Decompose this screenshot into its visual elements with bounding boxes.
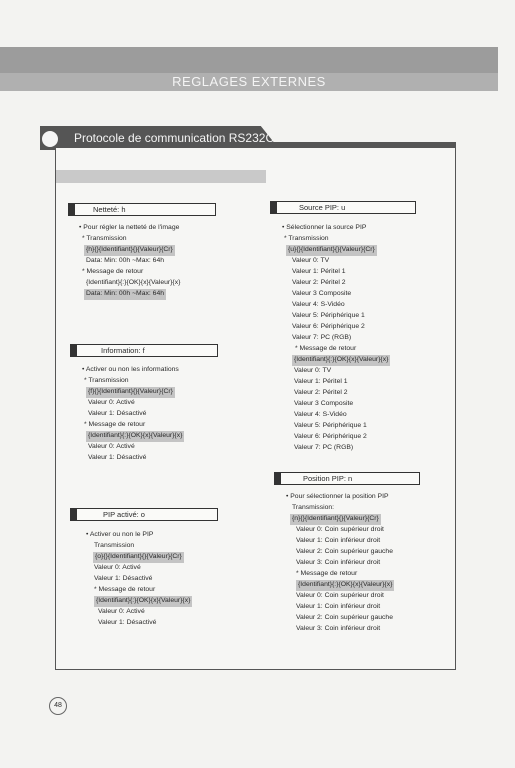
text-line: • Pour sélectionner la position PIP [286,493,389,500]
text-line: * Message de retour [296,570,358,577]
text-line: Valeur 2: Coin supérieur gauche [296,548,393,555]
text-line: Valeur 0: Activé [94,564,141,571]
text-line: Valeur 0: TV [292,257,330,264]
code-line: {Identifiant}{:}{OK}{x}{Valeur}{x} [86,431,184,442]
text-line: Valeur 6: Périphérique 2 [292,323,365,330]
block-title-nettete [68,203,216,216]
text-line: Valeur 0: Activé [88,443,135,450]
text-line: Valeur 2: Péritel 2 [292,279,346,286]
square-marker-icon [71,345,77,356]
code-line: {o}{}{Identifiant}{}{Valeur}{Cr} [93,552,184,563]
text-line: Data: Min: 00h ~Max: 64h [86,257,165,264]
code-line: {Identifiant}{:}{OK}{x}{Valeur}{x} [86,279,181,286]
block-title-label: Information: f [101,346,145,355]
block-title-source-pip [270,201,416,214]
header-band [0,47,498,73]
text-line: * Message de retour [84,421,146,428]
code-line: {u}{}{Identifiant}{}{Valeur}{Cr} [286,245,377,256]
page-number: 48 [49,697,67,715]
code-line: {Identifiant}{:}{OK}{x}{Valeur}{x} [292,355,390,366]
text-line: Valeur 3 Composite [292,290,352,297]
text-line: Valeur 1: Désactivé [98,619,157,626]
square-marker-icon [71,509,77,520]
code-line: {n}{}{Identifiant}{}{Valeur}{Cr} [290,514,381,525]
text-line: • Pour régler la netteté de l'image [79,224,180,231]
circle-icon [40,129,60,149]
text-line: Valeur 1: Péritel 1 [294,378,348,385]
text-line: Valeur 0: Coin supérieur droit [296,526,384,533]
text-line: Transmission: [292,504,335,511]
text-line: Valeur 1: Coin inférieur droit [296,603,381,610]
text-line: Valeur 2: Péritel 2 [294,389,348,396]
inner-band [56,170,266,183]
text-line: * Message de retour [94,586,156,593]
text-line: • Activer ou non le PIP [86,531,154,538]
block-title-label: Netteté: h [93,205,126,214]
text-line: Valeur 1: Désactivé [88,410,147,417]
text-line: * Transmission [284,235,329,242]
text-line: Valeur 1: Désactivé [94,575,153,582]
text-line: Valeur 1: Coin inférieur droit [296,537,381,544]
text-line: Valeur 0: Activé [88,399,135,406]
code-line: {Identifiant}{:}{OK}{x}{Valeur}{x} [296,580,394,591]
text-line: Valeur 4: S-Vidéo [294,411,347,418]
text-line: Valeur 3: Coin inférieur droit [296,625,381,632]
block-title-pip-active [70,508,218,521]
text-line: Valeur 7: PC (RGB) [292,334,352,341]
text-line: Valeur 4: S-Vidéo [292,301,345,308]
block-title-label: Position PIP: n [303,474,353,483]
text-line: * Message de retour [295,345,357,352]
text-line: Valeur 5: Périphérique 1 [294,422,367,429]
text-line: Valeur 3: Coin inférieur droit [296,559,381,566]
text-line: Valeur 1: Désactivé [88,454,147,461]
text-line: Valeur 7: PC (RGB) [294,444,354,451]
text-line: Data: Min: 00h ~Max: 64h [84,289,166,300]
text-line: * Transmission [82,235,127,242]
square-marker-icon [271,202,277,213]
text-line: Valeur 1: Péritel 1 [292,268,346,275]
code-line: {f}{}{Identifiant}{}{Valeur}{Cr} [86,387,175,398]
text-line: Valeur 0: Activé [98,608,145,615]
text-line: • Activer ou non les informations [82,366,179,373]
block-title-information [70,344,218,357]
text-line: Valeur 6: Périphérique 2 [294,433,367,440]
text-line: • Sélectionner la source PIP [282,224,367,231]
text-line: Valeur 5: Périphérique 1 [292,312,365,319]
block-title-label: PIP activé: o [103,510,145,519]
text-line: Transmission [94,542,135,549]
square-marker-icon [69,204,75,215]
text-line: Valeur 0: TV [294,367,332,374]
code-line: {h}{}{Identifiant}{}{Valeur}{Cr} [84,245,175,256]
text-line: * Transmission [84,377,129,384]
text-line: Valeur 0: Coin supérieur droit [296,592,384,599]
code-line: {Identifiant}{:}{OK}{x}{Valeur}{x} [94,596,192,607]
section-title: Protocole de communication RS232C [74,131,275,145]
page-title: REGLAGES EXTERNES [172,74,326,89]
block-title-position-pip [274,472,420,485]
text-line: * Message de retour [82,268,144,275]
block-title-label: Source PIP: u [299,203,346,212]
text-line: Valeur 2: Coin supérieur gauche [296,614,393,621]
text-line: Valeur 3 Composite [294,400,354,407]
square-marker-icon [275,473,281,484]
